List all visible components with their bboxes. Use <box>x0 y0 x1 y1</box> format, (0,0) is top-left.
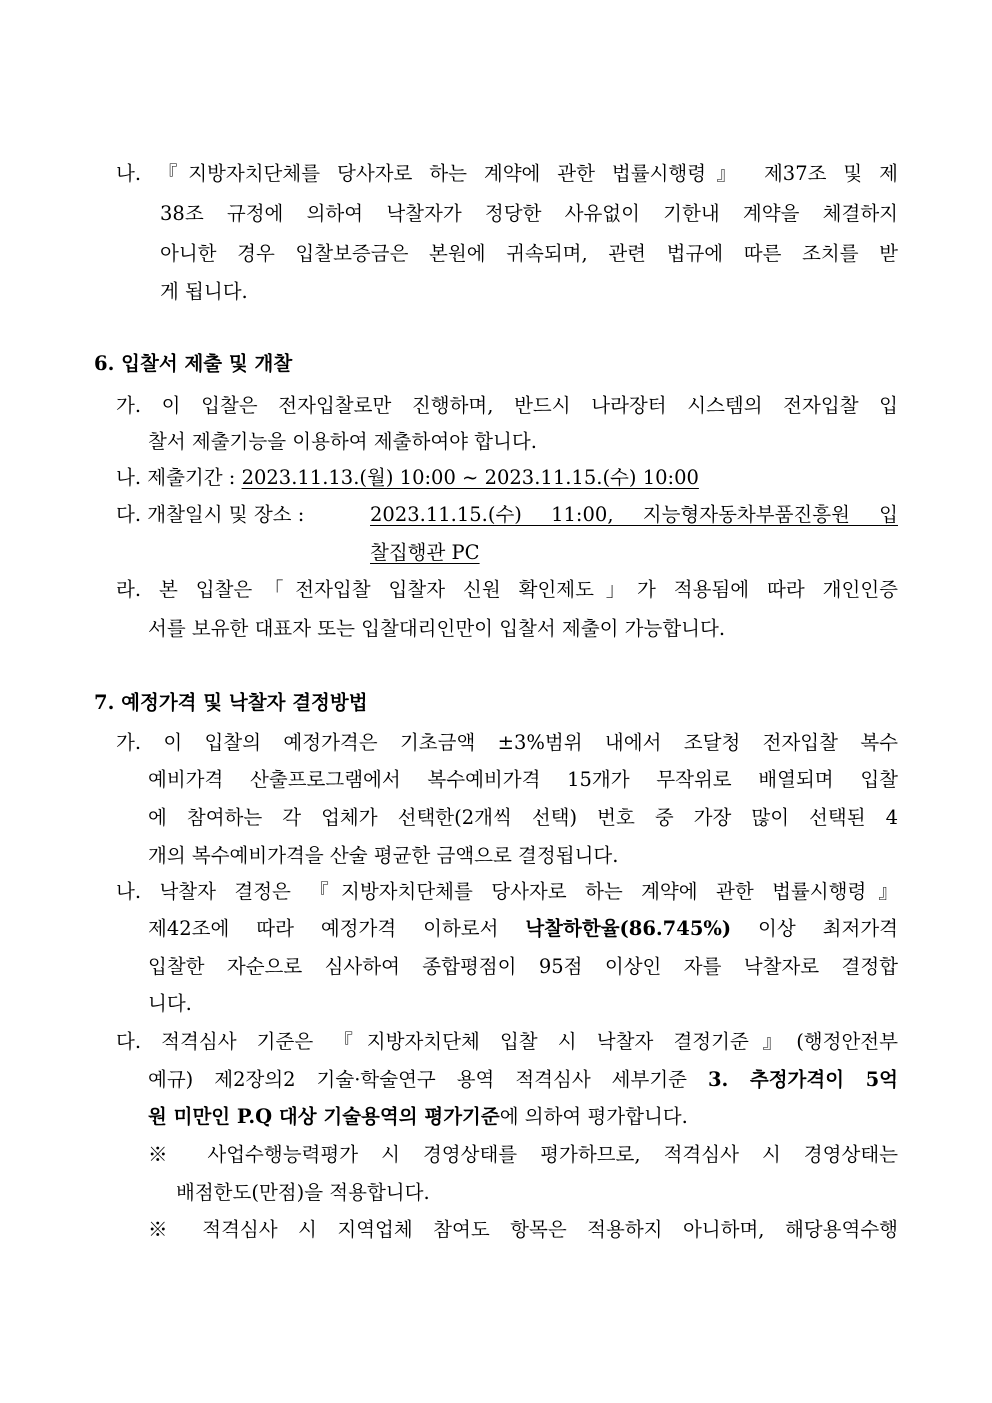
note-1-line1: ※ 사업수행능력평가 시 경영상태를 평가하므로, 적격심사 시 경영상태는 <box>148 1143 898 1166</box>
opening-date-place-value: 2023.11.15.(수) 11:00, 지능형자동차부품진흥원 입 <box>370 503 898 526</box>
sec7-da-line1: 다. 적격심사 기준은 『지방자치단체 입찰 시 낙찰자 결정기준』(행정안전부 <box>116 1030 898 1053</box>
sec7-na-line2 <box>148 913 898 945</box>
min-bid-rate: 낙찰하한율(86.745%) <box>525 917 732 940</box>
sec7-na-line3: 입찰한 자순으로 심사하여 종합평점이 95점 이상인 자를 낙찰자로 결정합 <box>148 955 898 978</box>
opening-place-value-cont: 찰집행관 PC <box>370 541 480 564</box>
note-2-line1: ※ 적격심사 시 지역업체 참여도 항목은 적용하지 아니하며, 해당용역수행 <box>148 1218 898 1241</box>
sec5-na-line3: 아니한 경우 입찰보증금은 본원에 귀속되며, 관련 법규에 따른 조치를 받 <box>160 242 898 265</box>
sec7-ga-line2: 예비가격 산출프로그램에서 복수예비가격 15개가 무작위로 배열되며 입찰 <box>148 768 898 791</box>
sec7-na-line2-pre: 제42조에 따라 예정가격 이하로서 <box>148 917 526 940</box>
note-1-line2: 배점한도(만점)을 적용합니다. <box>176 1181 430 1204</box>
sec6-ra-line1: 라. 본 입찰은「전자입찰 입찰자 신원 확인제도」가 적용됨에 따라 개인인증 <box>116 578 898 601</box>
sec6-ga-line2: 찰서 제출기능을 이용하여 제출하여야 합니다. <box>148 430 537 453</box>
sec6-na-line <box>116 462 699 494</box>
section-6-heading: 6. 입찰서 제출 및 개찰 <box>94 352 293 375</box>
sec5-na-line4: 게 됩니다. <box>160 280 248 303</box>
section-7-heading: 7. 예정가격 및 낙찰자 결정방법 <box>94 691 368 714</box>
submission-period-label: 나. 제출기간 : <box>116 466 242 489</box>
sec5-na-line1: 나. 『지방자치단체를 당사자로 하는 계약에 관한 법률시행령』 제37조 및 제 <box>116 162 898 185</box>
submission-period-value: 2023.11.13.(월) 10:00 ~ 2023.11.15.(수) 10:00 <box>241 466 699 489</box>
sec6-da-label: 다. 개찰일시 및 장소 : <box>116 503 305 526</box>
sec7-da-line3-bold: 원 미만인 P.Q 대상 기술용역의 평가기준 <box>148 1105 500 1128</box>
sec7-na-line4: 니다. <box>148 992 192 1015</box>
sec7-da-line2-pre: 예규) 제2장의2 기술·학술연구 용역 적격심사 세부기준 <box>148 1068 708 1091</box>
sec7-da-line2 <box>148 1064 898 1096</box>
sec7-na-line1: 나. 낙찰자 결정은 『지방자치단체를 당사자로 하는 계약에 관한 법률시행령』 <box>116 880 898 903</box>
sec7-na-line2-post: 이상 최저가격 <box>731 917 898 940</box>
sec7-da-line2-bold: 3. 추정가격이 5억 <box>707 1068 898 1091</box>
sec7-ga-line4: 개의 복수예비가격을 산술 평균한 금액으로 결정됩니다. <box>148 844 619 867</box>
sec7-ga-line3: 에 참여하는 각 업체가 선택한(2개씩 선택) 번호 중 가장 많이 선택된 4 <box>148 806 898 829</box>
sec7-da-line3 <box>148 1101 688 1133</box>
sec7-da-line3-post: 에 의하여 평가합니다. <box>499 1105 688 1128</box>
sec5-na-line2: 38조 규정에 의하여 낙찰자가 정당한 사유없이 기한내 계약을 체결하지 <box>160 202 898 225</box>
sec6-ra-line2: 서를 보유한 대표자 또는 입찰대리인만이 입찰서 제출이 가능합니다. <box>148 617 726 640</box>
sec6-ga-line1: 가. 이 입찰은 전자입찰로만 진행하며, 반드시 나라장터 시스템의 전자입찰 입 <box>116 394 898 417</box>
sec7-ga-line1: 가. 이 입찰의 예정가격은 기초금액 ±3%범위 내에서 조달청 전자입찰 복수 <box>116 731 898 754</box>
